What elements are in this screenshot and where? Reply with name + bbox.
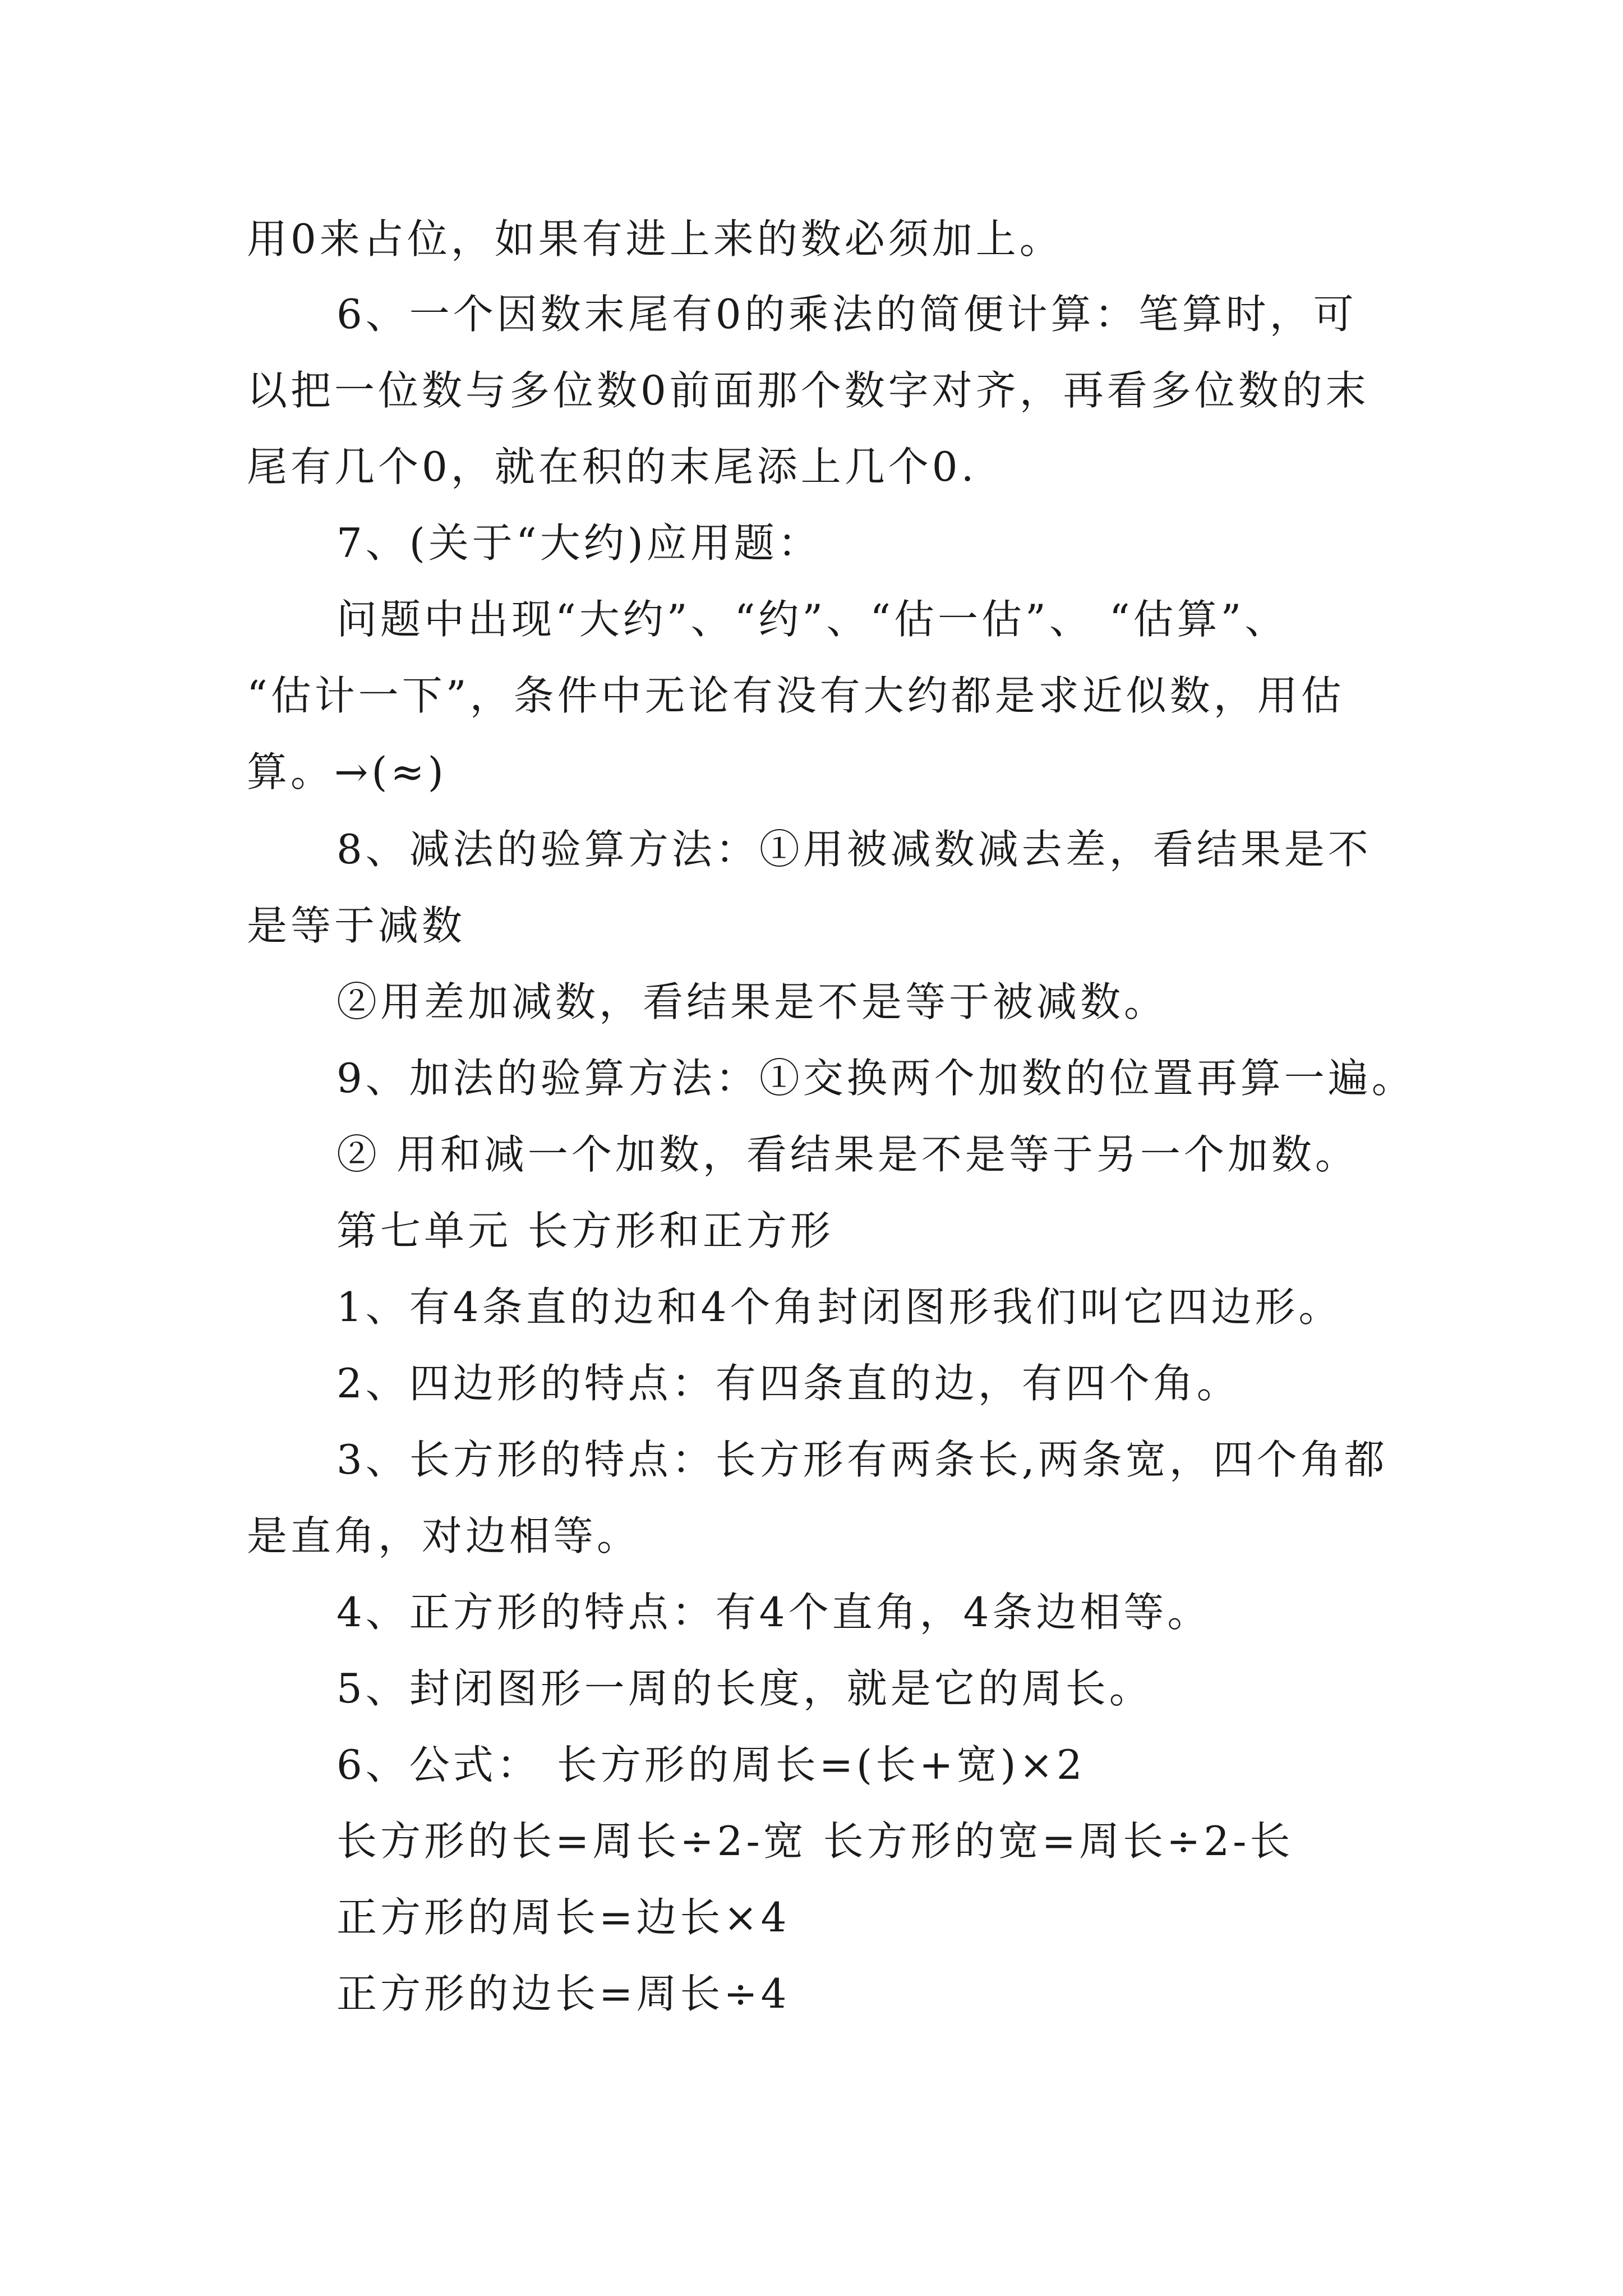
text-line-11: ②用差加减数，看结果是不是等于被减数。 bbox=[336, 978, 1168, 1025]
text-line-15: 1、有4条直的边和4个角封闭图形我们叫它四边形。 bbox=[336, 1283, 1343, 1331]
text-line-6: 问题中出现“大约”、“约”、“估一估”、 “估算”、 bbox=[336, 596, 1289, 643]
text-line-2: 6、一个因数末尾有0的乘法的简便计算：笔算时，可 bbox=[336, 291, 1357, 338]
text-line-8: 算。→(≈) bbox=[247, 748, 447, 795]
text-line-9: 8、减法的验算方法：①用被减数减去差，看结果是不 bbox=[336, 826, 1372, 873]
text-line-13: ② 用和减一个加数，看结果是不是等于另一个加数。 bbox=[336, 1131, 1359, 1178]
formula-square-side: 正方形的边长=周长÷4 bbox=[336, 1970, 790, 2017]
formula-square-perimeter: 正方形的周长=边长×4 bbox=[336, 1894, 790, 1941]
text-line-4: 尾有几个0，就在积的末尾添上几个0. bbox=[247, 443, 978, 490]
text-line-16: 2、四边形的特点：有四条直的边，有四个角。 bbox=[336, 1360, 1241, 1407]
section-heading: 第七单元 长方形和正方形 bbox=[336, 1207, 834, 1254]
text-line-7: “估计一下”，条件中无论有没有大约都是求近似数，用估 bbox=[247, 672, 1345, 719]
formula-rect-perimeter: 6、公式： 长方形的周长=(长+宽)×2 bbox=[336, 1741, 1086, 1788]
text-line-19: 4、正方形的特点：有4个直角，4条边相等。 bbox=[336, 1589, 1211, 1636]
text-line-18: 是直角，对边相等。 bbox=[247, 1512, 641, 1559]
text-line-20: 5、封闭图形一周的长度，就是它的周长。 bbox=[336, 1665, 1153, 1712]
text-line-1: 用0来占位，如果有进上来的数必须加上。 bbox=[247, 215, 1063, 263]
formula-rect-length-width: 长方形的长=周长÷2-宽 长方形的宽=周长÷2-长 bbox=[336, 1818, 1294, 1865]
text-line-17: 3、长方形的特点：长方形有两条长,两条宽，四个角都 bbox=[336, 1436, 1388, 1483]
text-line-3: 以把一位数与多位数0前面那个数字对齐，再看多位数的末 bbox=[247, 367, 1370, 414]
text-line-5: 7、(关于“大约)应用题： bbox=[336, 519, 822, 567]
text-line-10: 是等于减数 bbox=[247, 902, 466, 949]
text-line-12: 9、加法的验算方法：①交换两个加数的位置再算一遍。 bbox=[336, 1055, 1415, 1102]
